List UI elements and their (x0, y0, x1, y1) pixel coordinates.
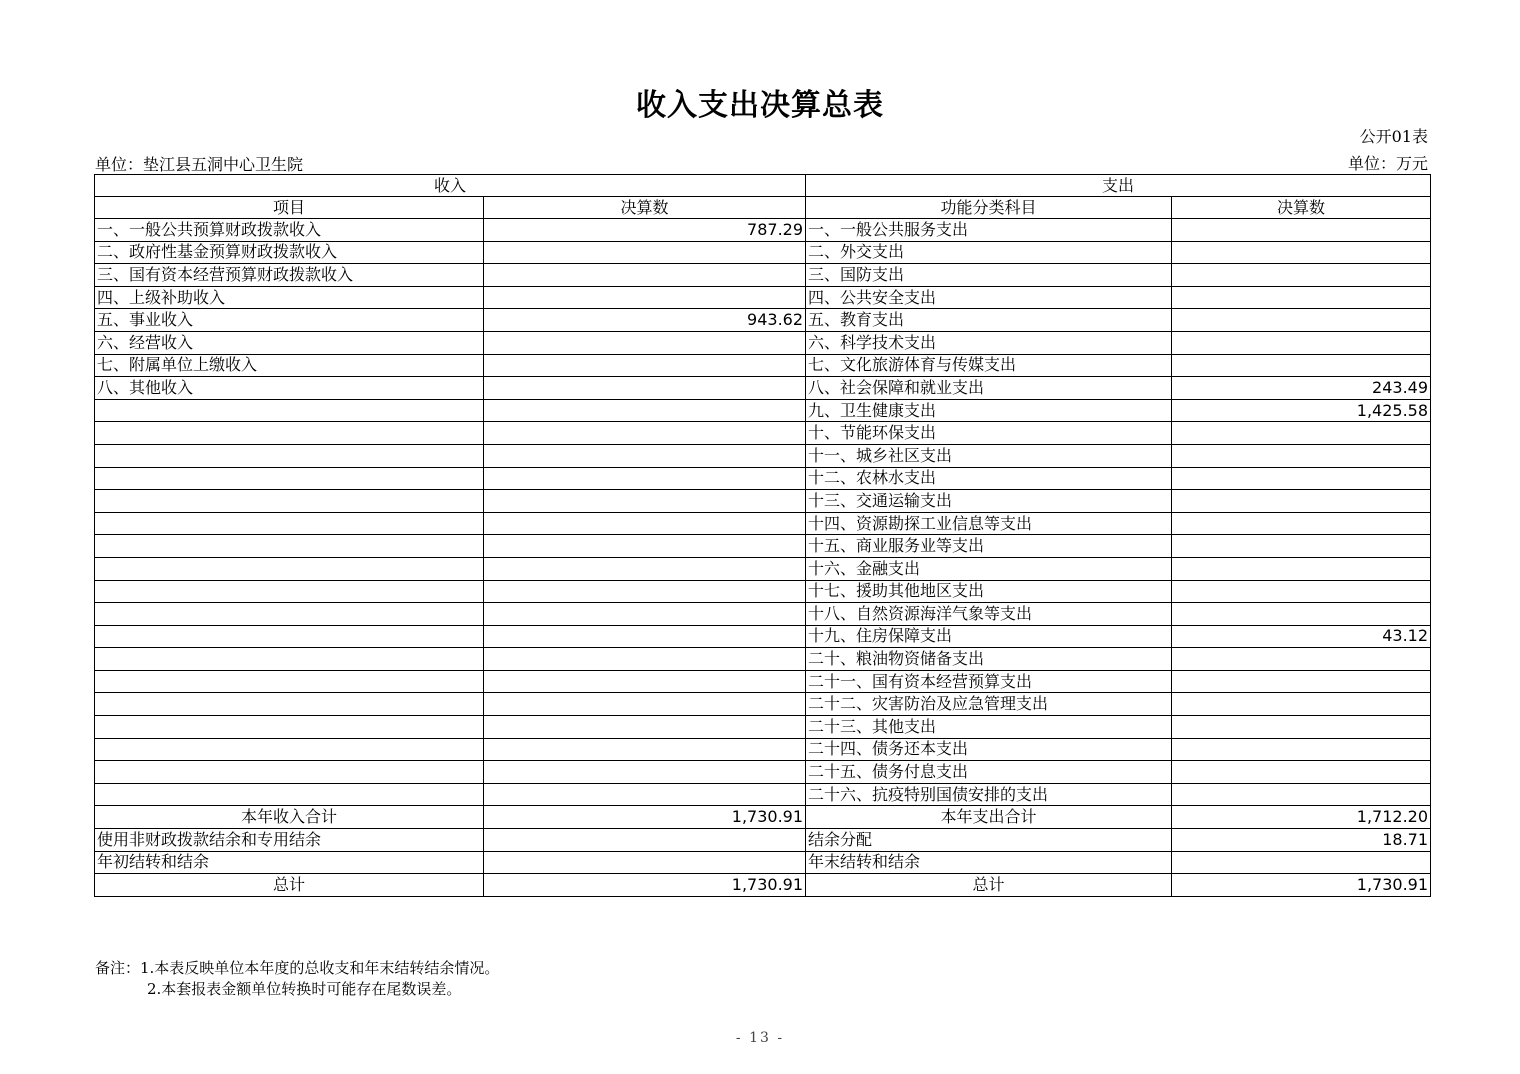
expense-amount-cell: 1,730.91 (1172, 874, 1431, 897)
expense-amount-cell (1172, 670, 1431, 693)
table-row (95, 761, 1431, 784)
expense-amount-cell (1172, 422, 1431, 445)
table-row (95, 603, 1431, 626)
income-amount-cell (484, 535, 806, 558)
income-item-cell (95, 625, 484, 648)
summary-row (95, 851, 1431, 874)
expense-item-cell: 十八、自然资源海洋气象等支出 (806, 603, 1172, 626)
income-item-cell (95, 738, 484, 761)
form-number: 公开01表 (1359, 127, 1428, 146)
expense-amount-cell (1172, 309, 1431, 332)
income-item-cell (95, 535, 484, 558)
income-amount-cell (484, 648, 806, 671)
table-row (95, 354, 1431, 377)
expense-item-cell: 结余分配 (806, 829, 1172, 852)
income-item-cell (95, 783, 484, 806)
table-row (95, 467, 1431, 490)
income-amount-cell (484, 670, 806, 693)
note-line-1: 备注：1.本表反映单位本年度的总收支和年末结转结余情况。 (95, 959, 500, 977)
summary-row (95, 806, 1431, 829)
note-line-2: 2.本套报表金额单位转换时可能存在尾数误差。 (147, 980, 462, 998)
income-item-cell: 年初结转和结余 (95, 851, 484, 874)
table-row (95, 783, 1431, 806)
income-amount-cell (484, 693, 806, 716)
expense-amount-cell (1172, 331, 1431, 354)
table-row (95, 377, 1431, 400)
income-amount-cell (484, 580, 806, 603)
income-item-cell (95, 603, 484, 626)
expense-amount-column-header: 决算数 (1172, 197, 1431, 219)
expense-amount-cell: 43.12 (1172, 625, 1431, 648)
expense-amount-cell (1172, 738, 1431, 761)
expense-item-cell: 十七、援助其他地区支出 (806, 580, 1172, 603)
unit-organization: 单位：垫江县五洞中心卫生院 (95, 155, 304, 174)
expense-amount-cell (1172, 603, 1431, 626)
expense-item-cell: 本年支出合计 (806, 806, 1172, 829)
expense-item-cell: 二十五、债务付息支出 (806, 761, 1172, 784)
expense-item-cell: 二十、粮油物资储备支出 (806, 648, 1172, 671)
table-row (95, 399, 1431, 422)
income-group-header: 收入 (95, 175, 806, 197)
income-item-cell (95, 557, 484, 580)
table-row (95, 286, 1431, 309)
expense-amount-cell: 1,712.20 (1172, 806, 1431, 829)
income-amount-cell (484, 557, 806, 580)
income-item-cell (95, 716, 484, 739)
income-item-cell (95, 467, 484, 490)
summary-row (95, 874, 1431, 897)
income-amount-cell: 943.62 (484, 309, 806, 332)
income-item-cell (95, 580, 484, 603)
table-row (95, 716, 1431, 739)
expense-item-cell: 二十四、债务还本支出 (806, 738, 1172, 761)
income-item-cell (95, 490, 484, 513)
expense-item-cell: 四、公共安全支出 (806, 286, 1172, 309)
expense-amount-cell (1172, 219, 1431, 242)
expense-item-cell: 二十三、其他支出 (806, 716, 1172, 739)
income-amount-column-header: 决算数 (484, 197, 806, 219)
table-row (95, 241, 1431, 264)
page-number: - 13 - (735, 1030, 785, 1046)
notes (95, 958, 499, 1000)
expense-amount-cell (1172, 648, 1431, 671)
table-row (95, 444, 1431, 467)
income-amount-cell (484, 377, 806, 400)
expense-amount-cell (1172, 286, 1431, 309)
income-amount-cell (484, 783, 806, 806)
expense-item-cell: 十一、城乡社区支出 (806, 444, 1172, 467)
expense-amount-cell (1172, 490, 1431, 513)
expense-item-cell: 十、节能环保支出 (806, 422, 1172, 445)
expense-item-cell: 二十一、国有资本经营预算支出 (806, 670, 1172, 693)
income-item-cell: 八、其他收入 (95, 377, 484, 400)
income-amount-cell (484, 422, 806, 445)
income-item-cell (95, 648, 484, 671)
income-item-cell (95, 399, 484, 422)
expense-amount-cell (1172, 444, 1431, 467)
expense-item-cell: 十五、商业服务业等支出 (806, 535, 1172, 558)
expense-item-cell: 十四、资源勘探工业信息等支出 (806, 512, 1172, 535)
expense-amount-cell (1172, 354, 1431, 377)
income-amount-cell: 1,730.91 (484, 806, 806, 829)
income-amount-cell: 787.29 (484, 219, 806, 242)
expense-item-cell: 年末结转和结余 (806, 851, 1172, 874)
expense-amount-cell (1172, 467, 1431, 490)
table-row (95, 693, 1431, 716)
income-amount-cell (484, 467, 806, 490)
income-item-cell (95, 422, 484, 445)
expense-amount-cell (1172, 716, 1431, 739)
income-amount-cell (484, 512, 806, 535)
header-row-columns (95, 197, 1431, 219)
function-category-column-header: 功能分类科目 (806, 197, 1172, 219)
income-item-cell (95, 670, 484, 693)
expense-amount-cell: 18.71 (1172, 829, 1431, 852)
income-amount-cell (484, 264, 806, 287)
expense-item-cell: 六、科学技术支出 (806, 331, 1172, 354)
expense-item-cell: 八、社会保障和就业支出 (806, 377, 1172, 400)
income-amount-cell (484, 625, 806, 648)
table-row (95, 670, 1431, 693)
expense-item-cell: 二十二、灾害防治及应急管理支出 (806, 693, 1172, 716)
expense-item-cell: 七、文化旅游体育与传媒支出 (806, 354, 1172, 377)
table-row (95, 490, 1431, 513)
income-item-cell: 总计 (95, 874, 484, 897)
expense-item-cell: 十九、住房保障支出 (806, 625, 1172, 648)
income-item-cell: 五、事业收入 (95, 309, 484, 332)
expense-amount-cell (1172, 693, 1431, 716)
item-column-header: 项目 (95, 197, 484, 219)
income-amount-cell (484, 851, 806, 874)
income-amount-cell (484, 716, 806, 739)
income-amount-cell: 1,730.91 (484, 874, 806, 897)
income-amount-cell (484, 241, 806, 264)
income-item-cell (95, 444, 484, 467)
summary-row (95, 829, 1431, 852)
expense-amount-cell (1172, 264, 1431, 287)
income-item-cell: 本年收入合计 (95, 806, 484, 829)
income-item-cell (95, 693, 484, 716)
expense-group-header: 支出 (806, 175, 1431, 197)
income-item-cell (95, 512, 484, 535)
expense-amount-cell (1172, 535, 1431, 558)
income-amount-cell (484, 490, 806, 513)
income-item-cell: 三、国有资本经营预算财政拨款收入 (95, 264, 484, 287)
unit-currency: 单位：万元 (1347, 154, 1428, 173)
expense-amount-cell (1172, 783, 1431, 806)
income-item-cell: 六、经营收入 (95, 331, 484, 354)
income-amount-cell (484, 399, 806, 422)
income-amount-cell (484, 738, 806, 761)
income-item-cell: 四、上级补助收入 (95, 286, 484, 309)
expense-item-cell: 十六、金融支出 (806, 557, 1172, 580)
table-row (95, 422, 1431, 445)
table-row (95, 625, 1431, 648)
expense-amount-cell (1172, 761, 1431, 784)
income-item-cell: 二、政府性基金预算财政拨款收入 (95, 241, 484, 264)
income-item-cell (95, 761, 484, 784)
table-row (95, 264, 1431, 287)
page-title: 收入支出决算总表 (636, 88, 884, 123)
expense-amount-cell (1172, 512, 1431, 535)
table-row (95, 219, 1431, 242)
table-row (95, 648, 1431, 671)
income-amount-cell (484, 286, 806, 309)
table-row (95, 309, 1431, 332)
income-amount-cell (484, 761, 806, 784)
expense-amount-cell: 243.49 (1172, 377, 1431, 400)
income-amount-cell (484, 829, 806, 852)
income-item-cell: 一、一般公共预算财政拨款收入 (95, 219, 484, 242)
table-row (95, 557, 1431, 580)
expense-amount-cell (1172, 851, 1431, 874)
expense-item-cell: 总计 (806, 874, 1172, 897)
table-row (95, 580, 1431, 603)
income-amount-cell (484, 444, 806, 467)
budget-summary-table (94, 174, 1431, 897)
expense-amount-cell (1172, 580, 1431, 603)
expense-item-cell: 五、教育支出 (806, 309, 1172, 332)
expense-item-cell: 二、外交支出 (806, 241, 1172, 264)
table-row (95, 535, 1431, 558)
expense-item-cell: 一、一般公共服务支出 (806, 219, 1172, 242)
income-amount-cell (484, 331, 806, 354)
income-item-cell: 使用非财政拨款结余和专用结余 (95, 829, 484, 852)
expense-amount-cell (1172, 557, 1431, 580)
income-amount-cell (484, 354, 806, 377)
table-row (95, 331, 1431, 354)
table-row (95, 738, 1431, 761)
header-row-groups (95, 175, 1431, 197)
income-item-cell: 七、附属单位上缴收入 (95, 354, 484, 377)
expense-item-cell: 十二、农林水支出 (806, 467, 1172, 490)
expense-amount-cell (1172, 241, 1431, 264)
expense-item-cell: 三、国防支出 (806, 264, 1172, 287)
income-amount-cell (484, 603, 806, 626)
expense-amount-cell: 1,425.58 (1172, 399, 1431, 422)
expense-item-cell: 二十六、抗疫特别国债安排的支出 (806, 783, 1172, 806)
table-row (95, 512, 1431, 535)
expense-item-cell: 十三、交通运输支出 (806, 490, 1172, 513)
expense-item-cell: 九、卫生健康支出 (806, 399, 1172, 422)
